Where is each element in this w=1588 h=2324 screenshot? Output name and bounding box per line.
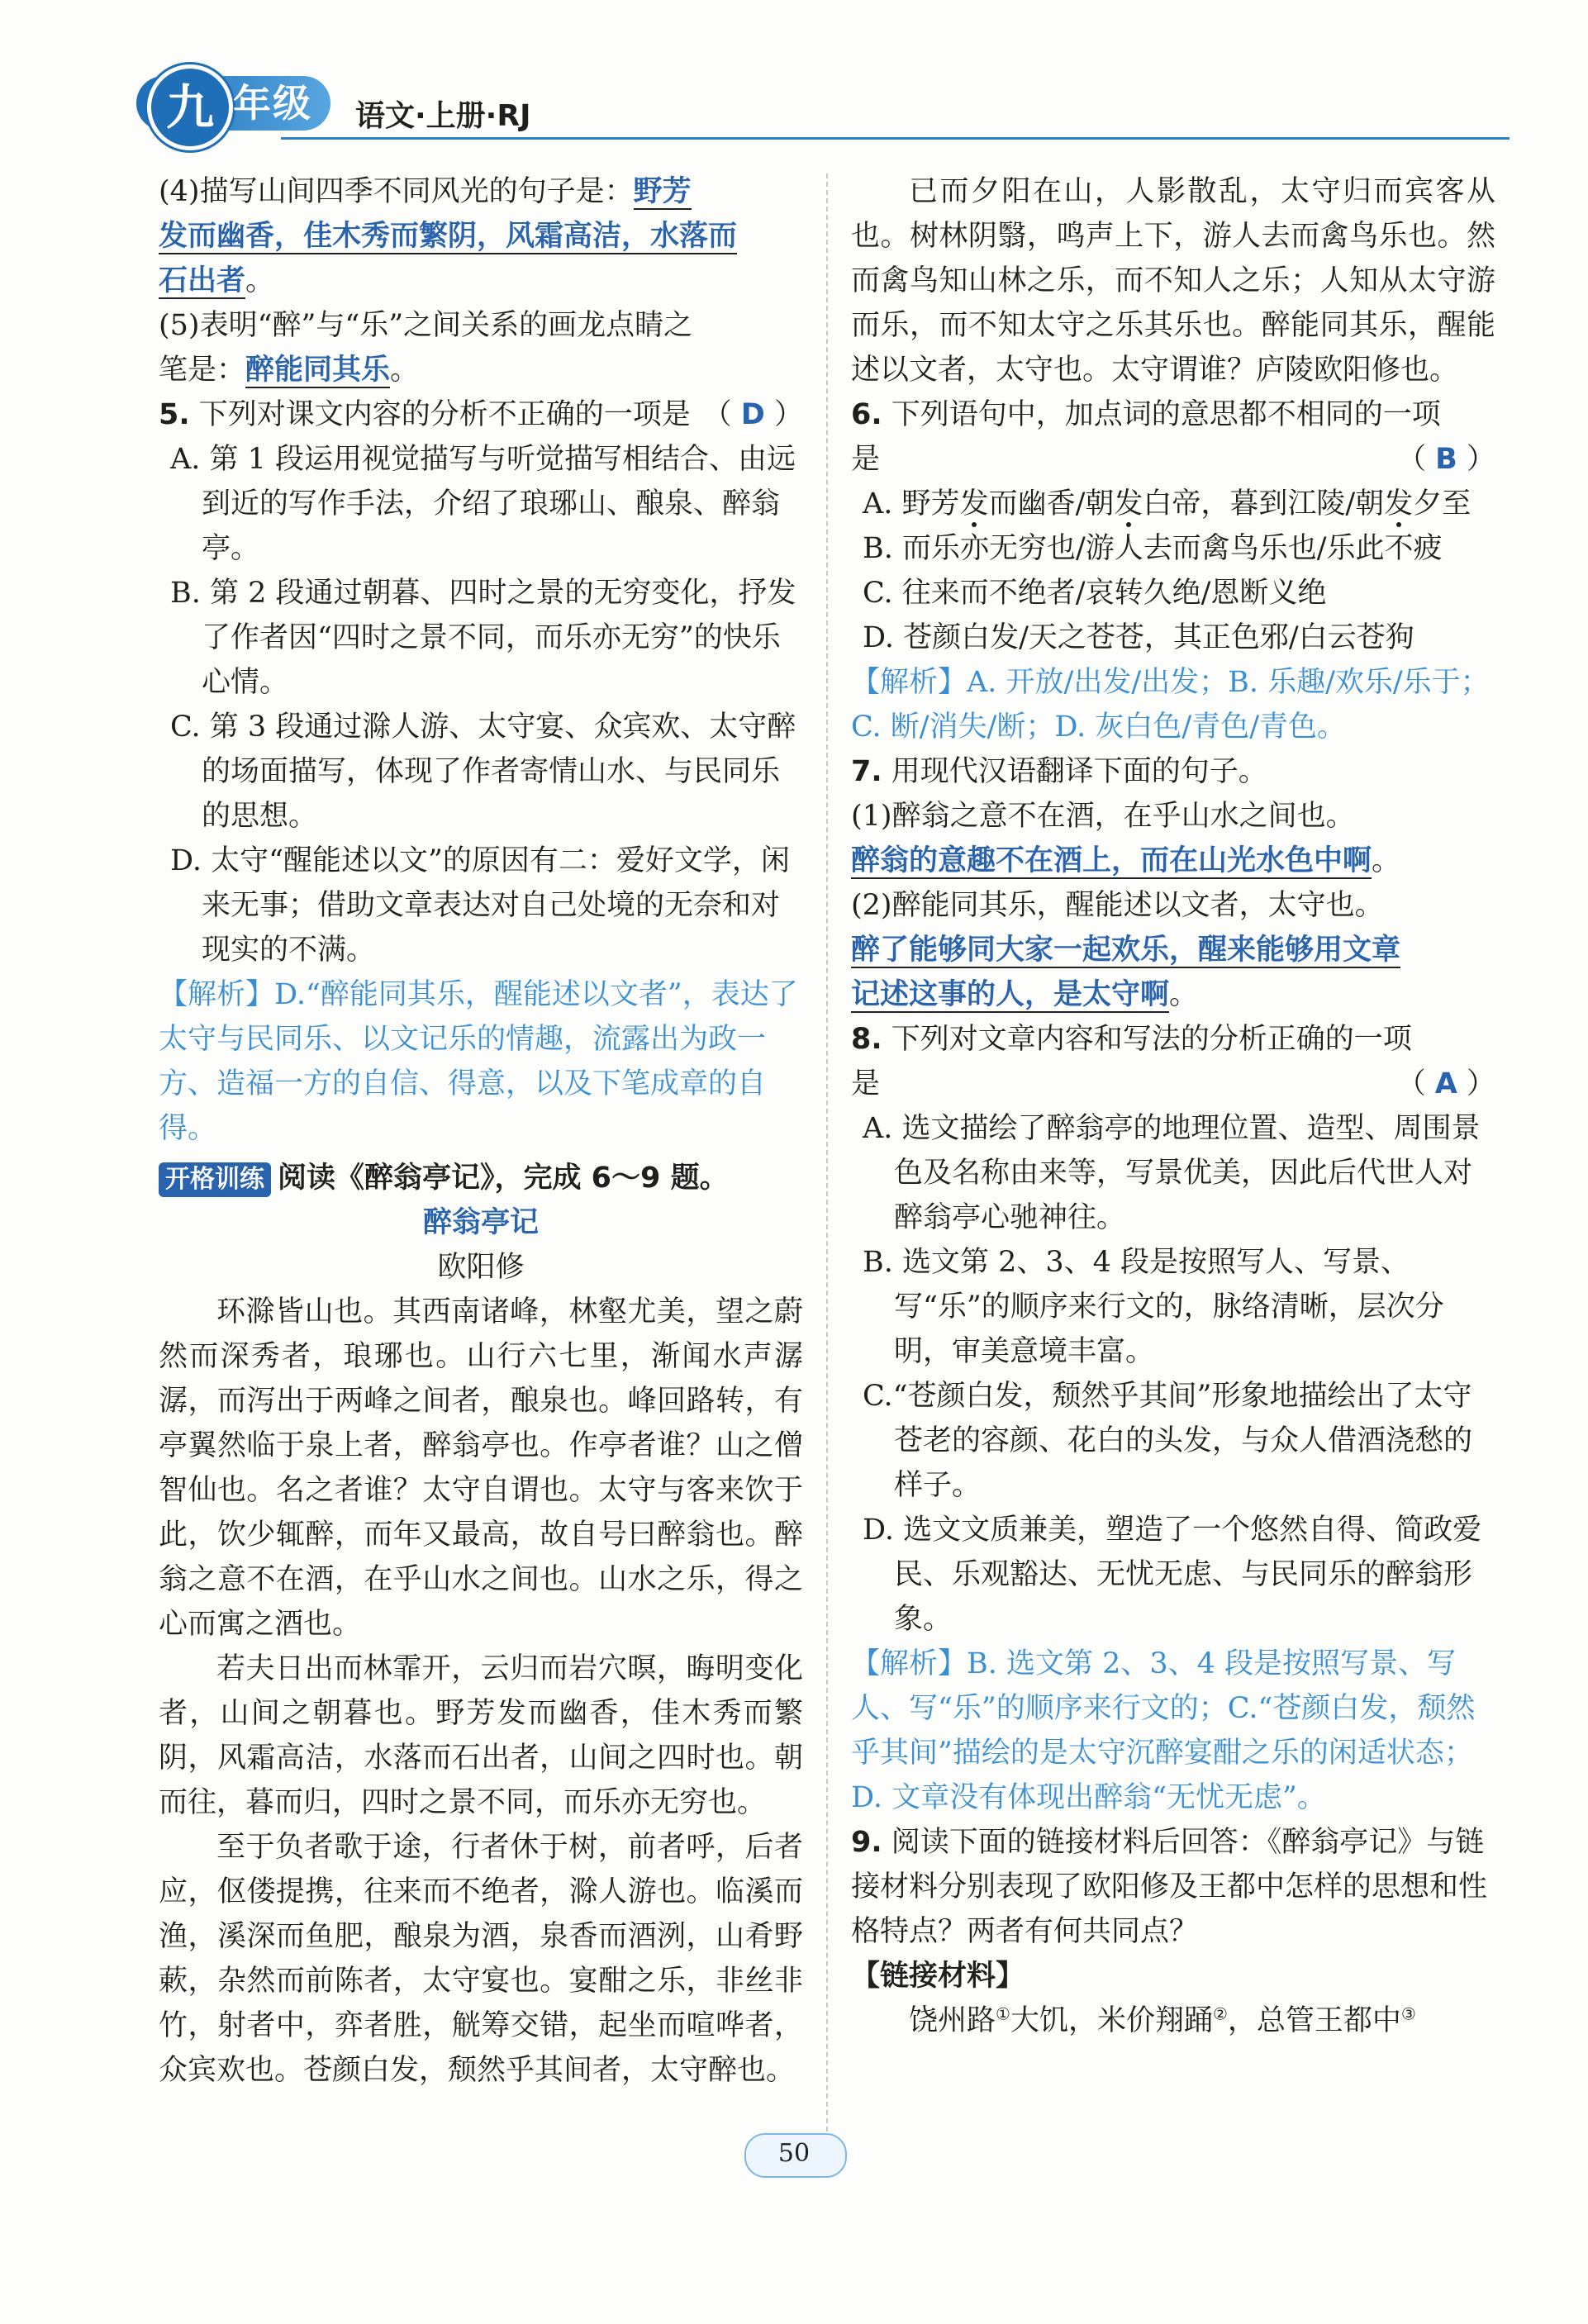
option-5a: A. 第 1 段运用视觉描写与听觉描写相结合、由远到近的写作手法，介绍了琅琊山、酿泉、醉翁亭。 <box>170 443 796 565</box>
question-9: 9. 阅读下面的链接材料后回答：《醉翁亭记》与链接材料分别表现了欧阳修及王都中怎样的思想和性格特点？两者有何共同点？ <box>851 1826 1488 1948</box>
answer-5: （ D ） <box>702 398 803 431</box>
page-number-badge <box>744 2133 844 2179</box>
question-7-2: (2)醉能同其乐，醒能述以文者，太守也。 <box>851 889 1384 922</box>
answer-4-4-b: 发而幽香，佳木秀而繁阴，风霜高洁，水落而 <box>159 220 738 253</box>
option-6c: C. 往来而不绝者/哀转久绝/恩断义绝 <box>863 577 1327 610</box>
link-material-label: 【链接材料】 <box>851 1960 1025 1993</box>
dotted-word: 发 <box>1114 487 1143 520</box>
question-4-4: (4)描写山间四季不同风光的句子是：野芳 发而幽香，佳木秀而繁阴，风霜高洁，水落而 石出者。 <box>159 175 738 297</box>
option-8c: C.“苍颜白发，颓然乎其间”形象地描绘出了太守苍老的容颜、花白的头发，与众人借酒浇愁的样子。 <box>863 1380 1473 1502</box>
page-number: 50 <box>777 2139 811 2168</box>
article-paragraph-4: 已而夕阳在山，人影散乱，太守归而宾客从也。树林阴翳，鸣声上下，游人去而禽鸟乐也。然而禽鸟知山林之乐，而不知人之乐；人知从太守游而乐，而不知太守之乐其乐也。醉能同其乐，醒能述以文者，太守也。太守谓谁？庐陵欧阳修也。 <box>851 175 1495 387</box>
question-7: 7. 用现代汉语翻译下面的句子。 <box>851 755 1267 788</box>
option-8d: D. 选文文质兼美，塑造了一个悠然自得、简政爱民、乐观豁达、无忧无虑、与民同乐的醉翁形象。 <box>863 1514 1482 1636</box>
subject-label: 语文·上册·RJ <box>355 99 531 133</box>
answer-6: （ B ） <box>1397 443 1495 476</box>
option-5b: B. 第 2 段通过朝暮、四时之景的无穷变化，抒发了作者因“四时之景不同，而乐亦无穷”的快乐心情。 <box>170 577 796 699</box>
question-5: 5. 下列对课文内容的分析不正确的一项是 （ D ） <box>159 392 803 437</box>
analysis-6: 【解析】A. 开放/出发/出发；B. 乐趣/欢乐/乐于；C. 断/消失/断；D. 灰白色/青色/青色。 <box>851 666 1490 744</box>
question-4-5: (5)表明“醉”与“乐”之间关系的画龙点睛之 笔是：醉能同其乐。 <box>159 309 693 387</box>
grade-label: 年级 <box>233 81 312 126</box>
article-author: 欧阳修 <box>437 1251 525 1284</box>
article-paragraph-2: 若夫日出而林霏开，云归而岩穴暝，晦明变化者，山间之朝暮也。野芳发而幽香，佳木秀而繁阴，风霜高洁，水落而石出者，山间之四时也。朝而往，暮而归，四时之景不同，而乐亦无穷也。 <box>159 1652 803 1819</box>
question-6: 6. 下列语句中，加点词的意思都不相同的一项 是 （ B ） <box>851 392 1495 482</box>
dotted-word: 发 <box>1384 487 1414 520</box>
dotted-word: 发 <box>959 487 989 520</box>
link-material-text: 饶州路①大饥，米价翔踊②，总管王都中③ <box>909 2003 1416 2037</box>
section-badge: 开格训练 <box>159 1162 271 1197</box>
option-6a: A. 野芳发而幽香/朝发白帝，暮到江陵/朝发夕至 <box>863 487 1472 520</box>
page-header <box>0 0 1588 157</box>
option-5c: C. 第 3 段通过滁人游、太守宴、众宾欢、太守醉的场面描写，体现了作者寄情山水、与民同乐的思想。 <box>170 711 796 833</box>
section-heading: 开格训练 阅读《醉翁亭记》，完成 6～9 题。 <box>159 1156 803 1200</box>
option-8a: A. 选文描绘了醉翁亭的地理位置、造型、周围景色及名称由来等，写景优美，因此后代世人对醉翁亭心驰神往。 <box>863 1112 1481 1234</box>
answer-4-5: 醉能同其乐 <box>245 354 391 387</box>
option-5d: D. 太守“醒能述以文”的原因有二：爱好文学，闲来无事；借助文章表达对自己处境的无奈和对现实的不满。 <box>170 844 790 967</box>
article-paragraph-3: 至于负者歌于途，行者休于树，前者呼，后者应，伛偻提携，往来而不绝者，滁人游也。临溪而渔，溪深而鱼肥，酿泉为酒，泉香而酒洌，山肴野蔌，杂然而前陈者，太守宴也。宴酣之乐，非丝非竹，射者中，弈者胜，觥筹交错，起坐而喧哗者，众宾欢也。苍颜白发，颓然乎其间者，太守醉也。 <box>159 1831 803 2087</box>
option-6b: B. 而乐亦无穷也/游人去而禽鸟乐也/乐此不疲 <box>863 532 1443 565</box>
left-column <box>159 169 803 2093</box>
column-divider <box>826 173 828 2156</box>
option-6d: D. 苍颜白发/天之苍苍，其正色邪/白云苍狗 <box>863 621 1414 654</box>
answer-4-4-a: 野芳 <box>633 175 692 208</box>
analysis-5: 【解析】D.“醉能同其乐，醒能述以文者”，表达了太守与民同乐、以文记乐的情趣，流露出为政一方、造福一方的自信、得意，以及下笔成章的自得。 <box>159 978 798 1145</box>
question-7-1: (1)醉翁之意不在酒，在乎山水之间也。 <box>851 800 1355 833</box>
header-rule <box>281 137 1510 140</box>
grade-badge: 九 <box>147 64 233 150</box>
translation-7-2: 醉了能够同大家一起欢乐，醒来能够用文章 记述这事的人，是太守啊。 <box>851 934 1401 1011</box>
answer-8: （ A ） <box>1396 1067 1495 1100</box>
answer-4-4-c: 石出者 <box>159 264 246 297</box>
article-paragraph-1: 环滁皆山也。其西南诸峰，林壑尤美，望之蔚然而深秀者，琅琊也。山行六七里，渐闻水声潺潺，而泻出于两峰之间者，酿泉也。峰回路转，有亭翼然临于泉上者，醉翁亭也。作亭者谁？山之僧智仙也。名之者谁？太守自谓也。太守与客来饮于此，饮少辄醉，而年又最高，故自号曰醉翁也。醉翁之意不在酒，在乎山水之间也。山水之乐，得之心而寓之酒也。 <box>159 1295 803 1641</box>
translation-7-1: 醉翁的意趣不在酒上，而在山光水色中啊。 <box>851 844 1401 877</box>
article-title: 醉翁亭记 <box>422 1206 539 1239</box>
right-column <box>851 169 1495 2043</box>
question-8: 8. 下列对文章内容和写法的分析正确的一项 是 （ A ） <box>851 1017 1495 1106</box>
analysis-8: 【解析】B. 选文第 2、3、4 段是按照写景、写人、写“乐”的顺序来行文的；C.“苍颜白发，颓然乎其间”描绘的是太守沉醉宴酣之乐的闲适状态；D. 文章没有体现出醉翁“无忧无虑”。 <box>851 1647 1476 1814</box>
option-8b: B. 选文第 2、3、4 段是按照写人、写景、写“乐”的顺序来行文的，脉络清晰，层次分明，审美意境丰富。 <box>863 1246 1444 1368</box>
